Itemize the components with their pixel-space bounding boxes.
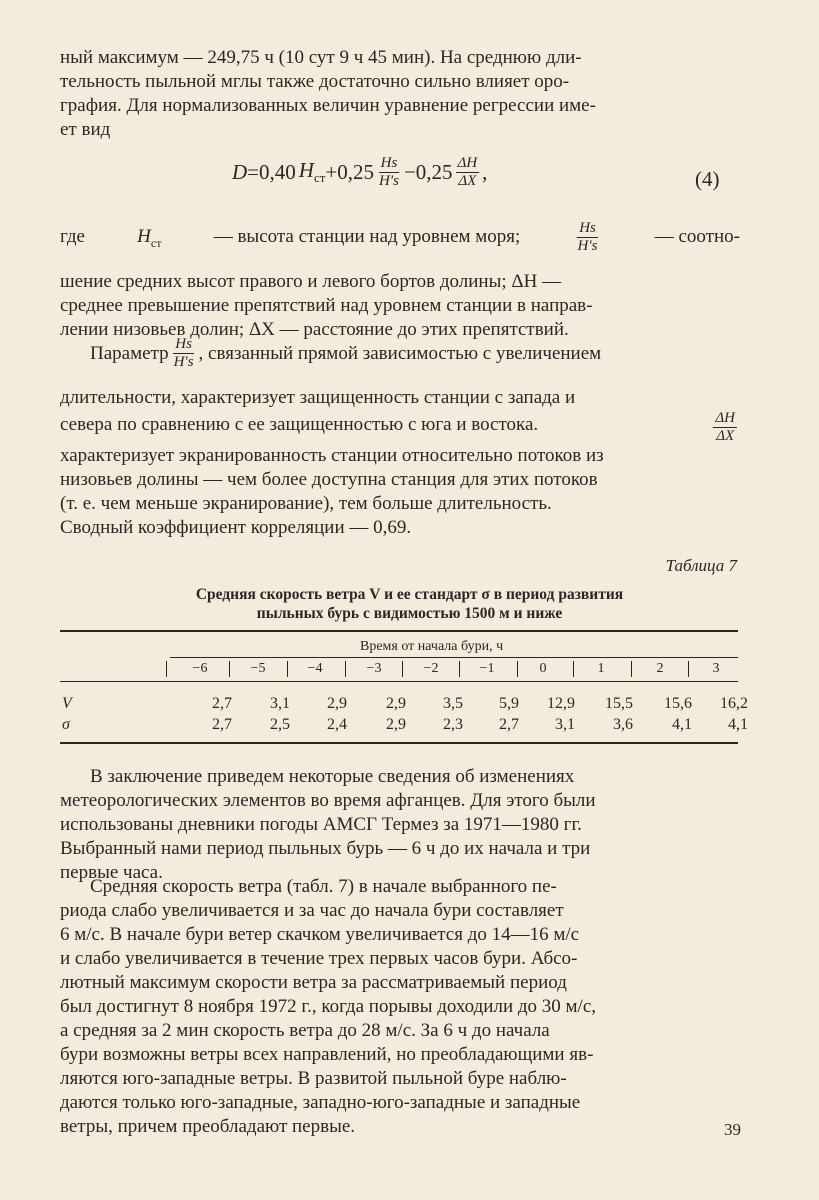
fraction-hs-ratio: $\frac{Hs}{H's}$ <box>378 155 399 189</box>
table-cell: 12,9 <box>547 695 575 712</box>
text-line: длительности, характеризует защищенность станции с запада и <box>60 387 576 408</box>
table-cell: 2,5 <box>270 716 290 733</box>
table-cell: 2,4 <box>327 716 347 733</box>
text-line: 6 м/с. В начале бури ветер скачком увеличивается до 14—16 м/с <box>60 924 580 945</box>
table-column-separator <box>517 661 518 677</box>
table-cell: 2,9 <box>386 695 406 712</box>
fraction-delta-ratio: $\frac{\Delta H}{\Delta X}$ <box>457 155 478 189</box>
text-line: Выбранный нами период пыльных бурь — 6 ч до их начала и три <box>60 838 591 859</box>
text-line: был достигнут 8 ноября 1972 г., когда порывы доходили до 30 м/с, <box>60 996 597 1017</box>
table-cell: 2,7 <box>212 716 232 733</box>
table-cell: 5,9 <box>499 695 519 712</box>
text-line: и слабо увеличивается в течение трех первых часов бури. Абсо- <box>60 948 578 969</box>
table-row-label-v: V <box>62 695 72 712</box>
text-line: риода слабо увеличивается и за час до начала бури составляет <box>60 900 564 921</box>
table-column-separator <box>631 661 632 677</box>
table-column-header: −1 <box>479 661 495 676</box>
text-line: севера по сравнению с ее защищенностью с юга и востока. $\frac{\Delta H}{\Delta X}$ <box>60 410 735 444</box>
text-line: лютный максимум скорости ветра за рассматриваемый период <box>60 972 567 993</box>
table-column-separator <box>573 661 574 677</box>
table-cell: 4,1 <box>728 716 748 733</box>
fraction-hs-ratio: $\frac{Hs}{H's}$ <box>173 336 194 370</box>
table-cell: 16,2 <box>720 695 748 712</box>
table-column-header: −6 <box>192 661 208 676</box>
table-cell: 4,1 <box>672 716 692 733</box>
text-line: Сводный коэффициент корреляции — 0,69. <box>60 517 412 538</box>
table-column-header: 0 <box>539 661 547 676</box>
table-column-header: −3 <box>366 661 382 676</box>
fraction-delta-ratio: $\frac{\Delta H}{\Delta X}$ <box>715 410 735 444</box>
table-cell: 2,7 <box>212 695 232 712</box>
fraction-hs-ratio: $\frac{Hs}{H's}$ <box>577 220 598 254</box>
table-column-separator <box>166 661 167 677</box>
table-column-separator <box>402 661 403 677</box>
text-line: среднее превышение препятствий над уровнем станции в направ- <box>60 295 593 316</box>
page-number: 39 <box>724 1120 741 1139</box>
text-line: а средняя за 2 мин скорость ветра до 28 м/с. За 6 ч до начала <box>60 1020 550 1041</box>
table-title-line: Средняя скорость ветра V и ее стандарт σ в период развития <box>195 586 624 603</box>
table-column-separator <box>229 661 230 677</box>
table-column-separator <box>345 661 346 677</box>
text-line: характеризует экранированность станции относительно потоков из <box>60 445 604 466</box>
text-line: бури возможны ветры всех направлений, но преобладающими яв- <box>60 1044 594 1065</box>
table-column-header: 3 <box>712 661 720 676</box>
table-column-header: 1 <box>597 661 605 676</box>
paragraph-3 <box>60 336 740 540</box>
table-header-rule <box>170 657 738 658</box>
text-line: Параметр $\frac{Hs}{H's}$ , связанный прямой зависимостью с увеличением <box>60 336 740 386</box>
text-line: лении низовьев долин; ΔX — расстояние до этих препятствий. <box>60 319 569 340</box>
text-line: использованы дневники погоды АМСГ Термез за 1971—1980 гг. <box>60 814 582 835</box>
text-line: графия. Для нормализованных величин уравнение регрессии име- <box>60 95 596 116</box>
text-line: Средняя скорость ветра (табл. 7) в начале выбранного пе- <box>90 876 557 897</box>
table-cell: 3,5 <box>443 695 463 712</box>
text-line: В заключение приведем некоторые сведения об изменениях <box>90 766 575 787</box>
table-title-line: пыльных бурь с видимостью 1500 м и ниже <box>256 605 563 622</box>
table-header-bottom-rule <box>60 681 738 682</box>
table-group-header: Время от начала бури, ч <box>360 639 504 654</box>
equation-number: (4) <box>695 167 720 191</box>
text-line: ный максимум — 249,75 ч (10 сут 9 ч 45 мин). На среднюю дли- <box>60 47 582 68</box>
table-cell: 15,6 <box>664 695 692 712</box>
table-row-label-sigma: σ <box>62 716 70 733</box>
text-line: первые часа. <box>60 862 163 883</box>
text-line: ет вид <box>60 119 111 140</box>
text-line: метеорологических элементов во время афганцев. Для этого были <box>60 790 596 811</box>
table-column-separator <box>688 661 689 677</box>
text-line: низовьев долины — чем более доступна станция для этих потоков <box>60 469 598 490</box>
text-line: ляются юго-западные ветры. В развитой пыльной буре наблю- <box>60 1068 567 1089</box>
paragraph-5 <box>60 875 740 1139</box>
table-cell: 2,9 <box>327 695 347 712</box>
table-cell: 3,1 <box>555 716 575 733</box>
table-column-separator <box>287 661 288 677</box>
table-cell: 2,3 <box>443 716 463 733</box>
table-cell: 3,1 <box>270 695 290 712</box>
table-cell: 2,9 <box>386 716 406 733</box>
table-cell: 2,7 <box>499 716 519 733</box>
text-line: (т. е. чем меньше экранирование), тем больше длительность. <box>60 493 552 514</box>
table-column-header: −4 <box>307 661 323 676</box>
table-column-separator <box>459 661 460 677</box>
text-line: тельность пыльной мглы также достаточно сильно влияет оро- <box>60 71 570 92</box>
text-line: где $H_{ст}$ — высота станции над уровнем моря; $\frac{Hs}{H's}$ — соотно- <box>60 220 740 270</box>
table-caption: Таблица 7 <box>665 556 737 575</box>
table-top-rule <box>60 630 738 632</box>
table-column-header: −5 <box>250 661 266 676</box>
table-cell: 3,6 <box>613 716 633 733</box>
paragraph-2 <box>60 220 740 342</box>
paragraph-4 <box>60 765 740 885</box>
formula-expression: D = 0,40 $H_{ст}$ + 0,25 $\frac{Hs}{H's}$ − 0,25 $\frac{\Delta H}{\Delta X}$ , <box>232 155 488 189</box>
table-bottom-rule <box>60 742 738 744</box>
text-line: ветры, причем преобладают первые. <box>60 1116 356 1137</box>
text-line: даются только юго-западные, западно-юго-западные и западные <box>60 1092 581 1113</box>
table-column-header: −2 <box>423 661 439 676</box>
table-column-header: 2 <box>656 661 664 676</box>
table-cell: 15,5 <box>605 695 633 712</box>
text-line: шение средних высот правого и левого бортов долины; ΔH — <box>60 271 562 292</box>
paragraph-1 <box>60 46 740 142</box>
